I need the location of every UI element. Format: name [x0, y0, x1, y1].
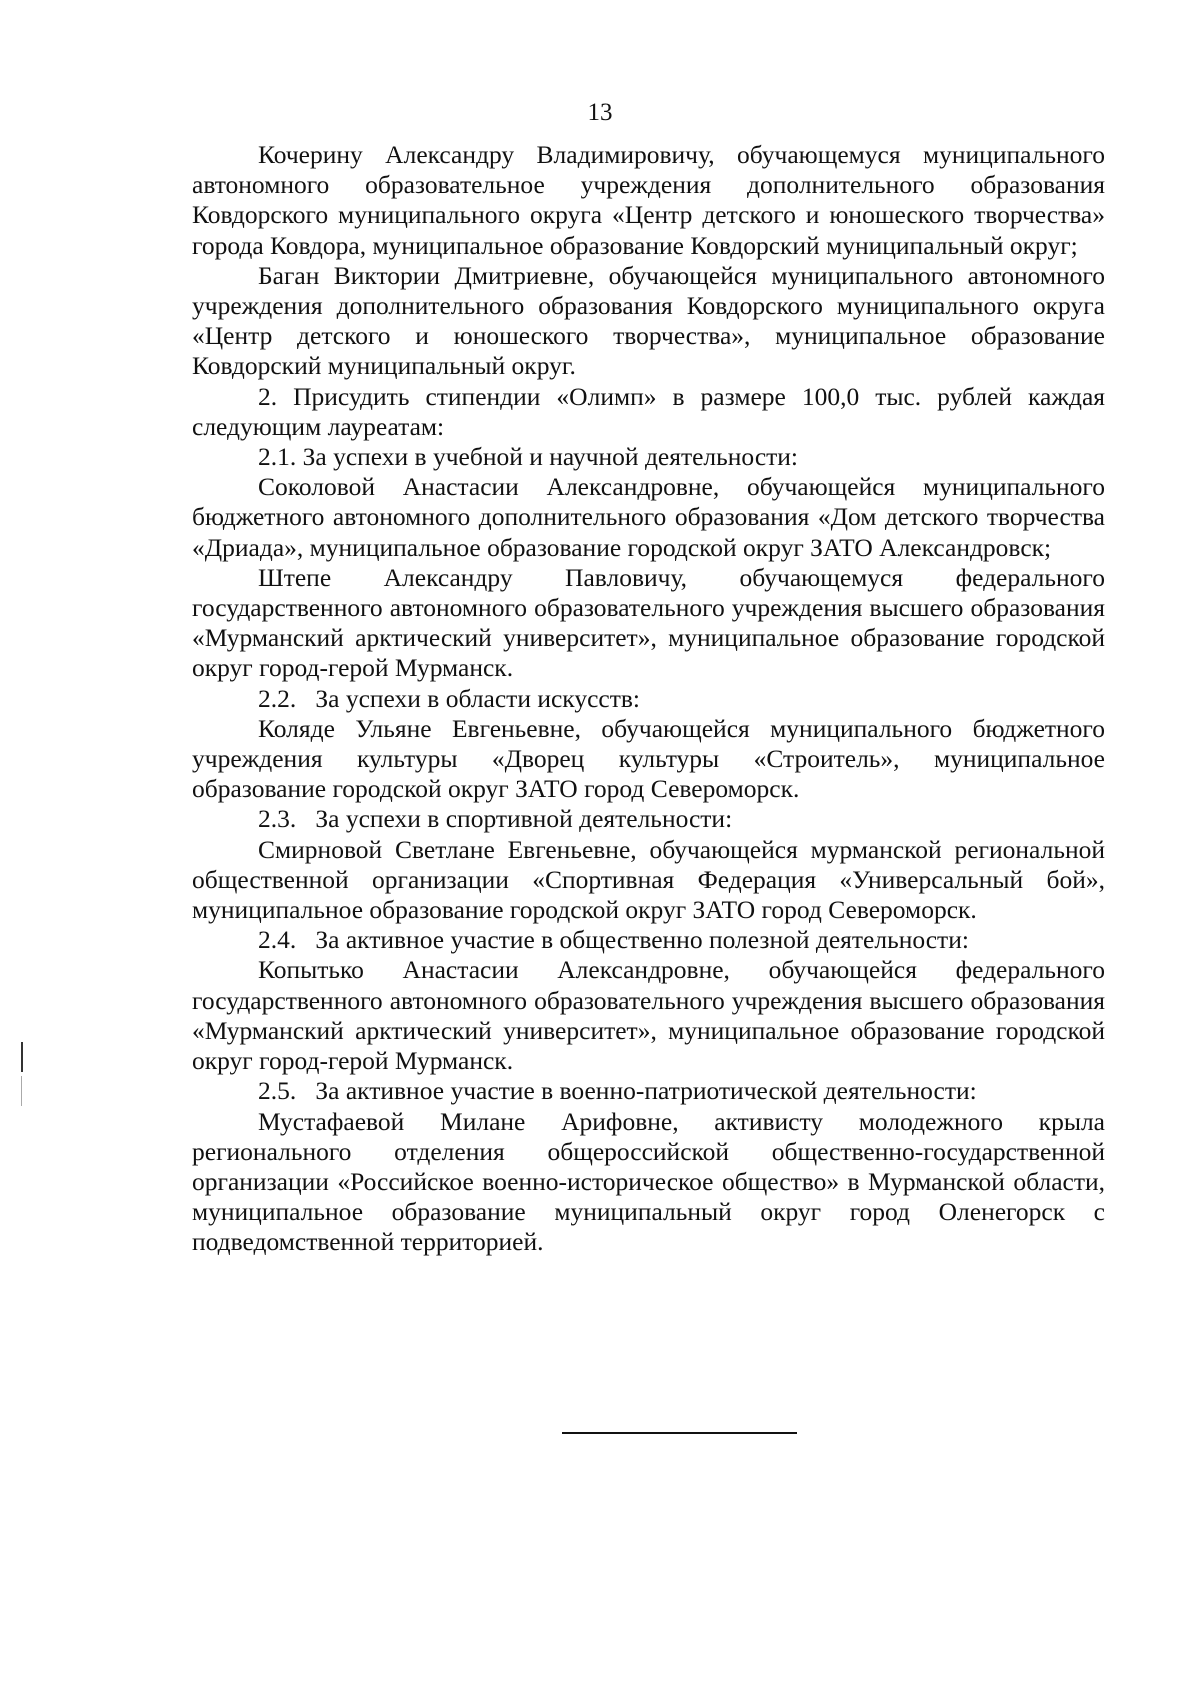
paragraph-kolyada: Коляде Ульяне Евгеньевне, обучающейся муниципального бюджетного учреждения культуры «Дворец культуры «Строитель», муниципальное образование городской округ ЗАТО город Североморск.	[192, 713, 1105, 804]
paragraph-sokolova: Соколовой Анастасии Александровне, обучающейся муниципального бюджетного автономного дополнительного образования «Дом детского творчества «Дриада», муниципальное образование городской округ ЗАТО Александровск;	[192, 472, 1105, 562]
scan-margin-mark-faint	[21, 1076, 22, 1106]
heading-2-3: 2.3. За успехи в спортивной деятельности:	[258, 804, 733, 834]
heading-2-5: 2.5. За активное участие в военно-патриотической деятельности:	[258, 1076, 977, 1106]
paragraph-shtepa: Штепе Александру Павловичу, обучающемуся федерального государственного автономного образовательного учреждения высшего образования «Мурманский арктический университет», муниципальное образование городской округ город-герой Мурманск.	[192, 562, 1105, 683]
paragraph-bagan: Баган Виктории Дмитриевне, обучающейся муниципального автономного учреждения дополнительного образования Ковдорского муниципального округа «Центр детского и юношеского творчества», муниципальное образование Ковдорский муниципальный округ.	[192, 260, 1105, 381]
document-body	[192, 140, 1105, 1258]
heading-2-4: 2.4. За активное участие в общественно полезной деятельности:	[258, 925, 969, 955]
paragraph-smirnova: Смирновой Светлане Евгеньевне, обучающейся мурманской региональной общественной организации «Спортивная Федерация «Универсальный бой», муниципальное образование городской округ ЗАТО город Североморск.	[192, 834, 1105, 925]
end-of-text-rule	[562, 1432, 797, 1434]
page-number: 13	[587, 99, 613, 126]
heading-2-1: 2.1. За успехи в учебной и научной деятельности:	[258, 442, 799, 472]
paragraph-kopytko: Копытько Анастасии Александровне, обучающейся федерального государственного автономного образовательного учреждения высшего образования «Мурманский арктический университет», муниципальное образование городской округ город-герой Мурманск.	[192, 955, 1105, 1076]
paragraph-kocherin: Кочерину Александру Владимировичу, обучающемуся муниципального автономного образовательное учреждения дополнительного образования Ковдорского муниципального округа «Центр детского и юношеского творчества» города Ковдора, муниципальное образование Ковдорский муниципальный округ;	[192, 140, 1105, 260]
heading-2-2: 2.2. За успехи в области искусств:	[258, 683, 640, 713]
scan-margin-mark	[21, 1042, 23, 1072]
paragraph-item-2: 2. Присудить стипендии «Олимп» в размере 100,0 тыс. рублей каждая следующим лауреатам:	[192, 381, 1105, 441]
paragraph-mustafaeva: Мустафаевой Милане Арифовне, активисту молодежного крыла регионального отделения общероссийской общественно-государственной организации «Российское военно-историческое общество» в Мурманской области, муниципальное образование муниципальный округ город Оленегорск с подведомственной территорией.	[192, 1106, 1105, 1257]
